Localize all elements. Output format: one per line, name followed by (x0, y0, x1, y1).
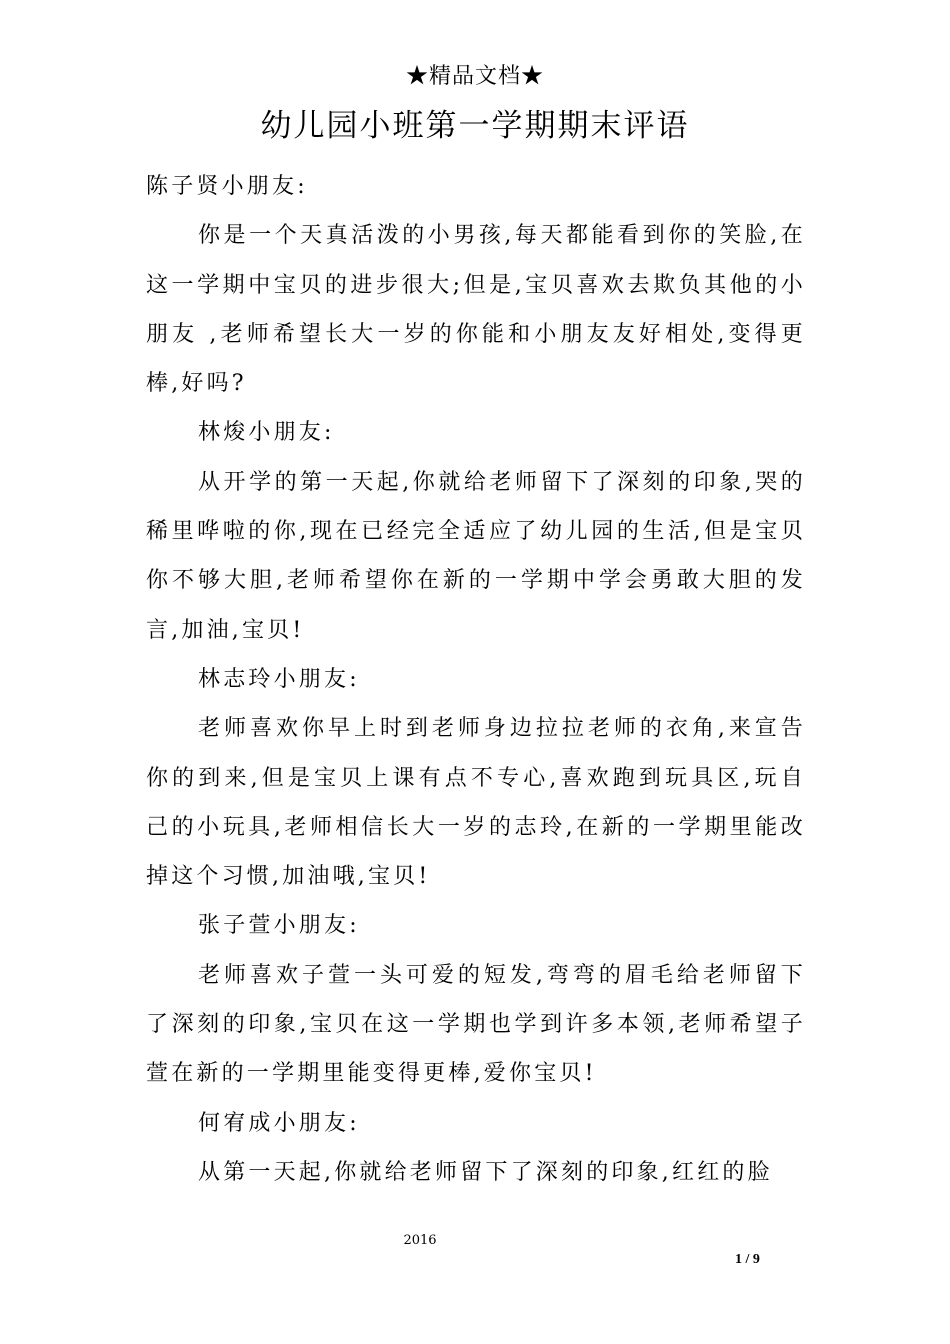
paragraph: 陈子贤小朋友: (146, 174, 308, 199)
paragraph: 你是一个天真活泼的小男孩,每天都能看到你的笑脸,在这一学期中宝贝的进步很大;但是,宝贝喜欢去欺负其他的小朋友 ,老师希望长大一岁的你能和小朋友友好相处,变得更棒,好吗? (146, 223, 806, 397)
paragraph: 张子萱小朋友: (198, 913, 360, 939)
header-mark: ★精品文档★ (405, 64, 544, 89)
paragraph: 从第一天起,你就给老师留下了深刻的印象,红红的脸 (198, 1159, 773, 1185)
document-title: 幼儿园小班第一学期期末评语 (260, 108, 690, 144)
footer-year: 2016 (403, 1233, 437, 1248)
paragraph: 从开学的第一天起,你就给老师留下了深刻的印象,哭的稀里哗啦的你,现在已经完全适应了幼儿园的生活,但是宝贝你不够大胆,老师希望你在新的一学期中学会勇敢大胆的发言,加油,宝贝! (146, 469, 806, 643)
paragraph: 老师喜欢子萱一头可爱的短发,弯弯的眉毛给老师留下了深刻的印象,宝贝在这一学期也学到许多本领,老师希望子萱在新的一学期里能变得更棒,爱你宝贝! (146, 962, 806, 1087)
paragraph: 何宥成小朋友: (198, 1110, 360, 1136)
document-body (146, 162, 806, 1197)
paragraph: 林焌小朋友: (198, 420, 335, 446)
paragraph: 老师喜欢你早上时到老师身边拉拉老师的衣角,来宣告你的到来,但是宝贝上课有点不专心,喜欢跑到玩具区,玩自己的小玩具,老师相信长大一岁的志玲,在新的一学期里能改掉这个习惯,加油哦,宝贝! (146, 716, 806, 890)
paragraph: 林志玲小朋友: (198, 666, 360, 692)
page-number: 1 / 9 (735, 1252, 760, 1267)
